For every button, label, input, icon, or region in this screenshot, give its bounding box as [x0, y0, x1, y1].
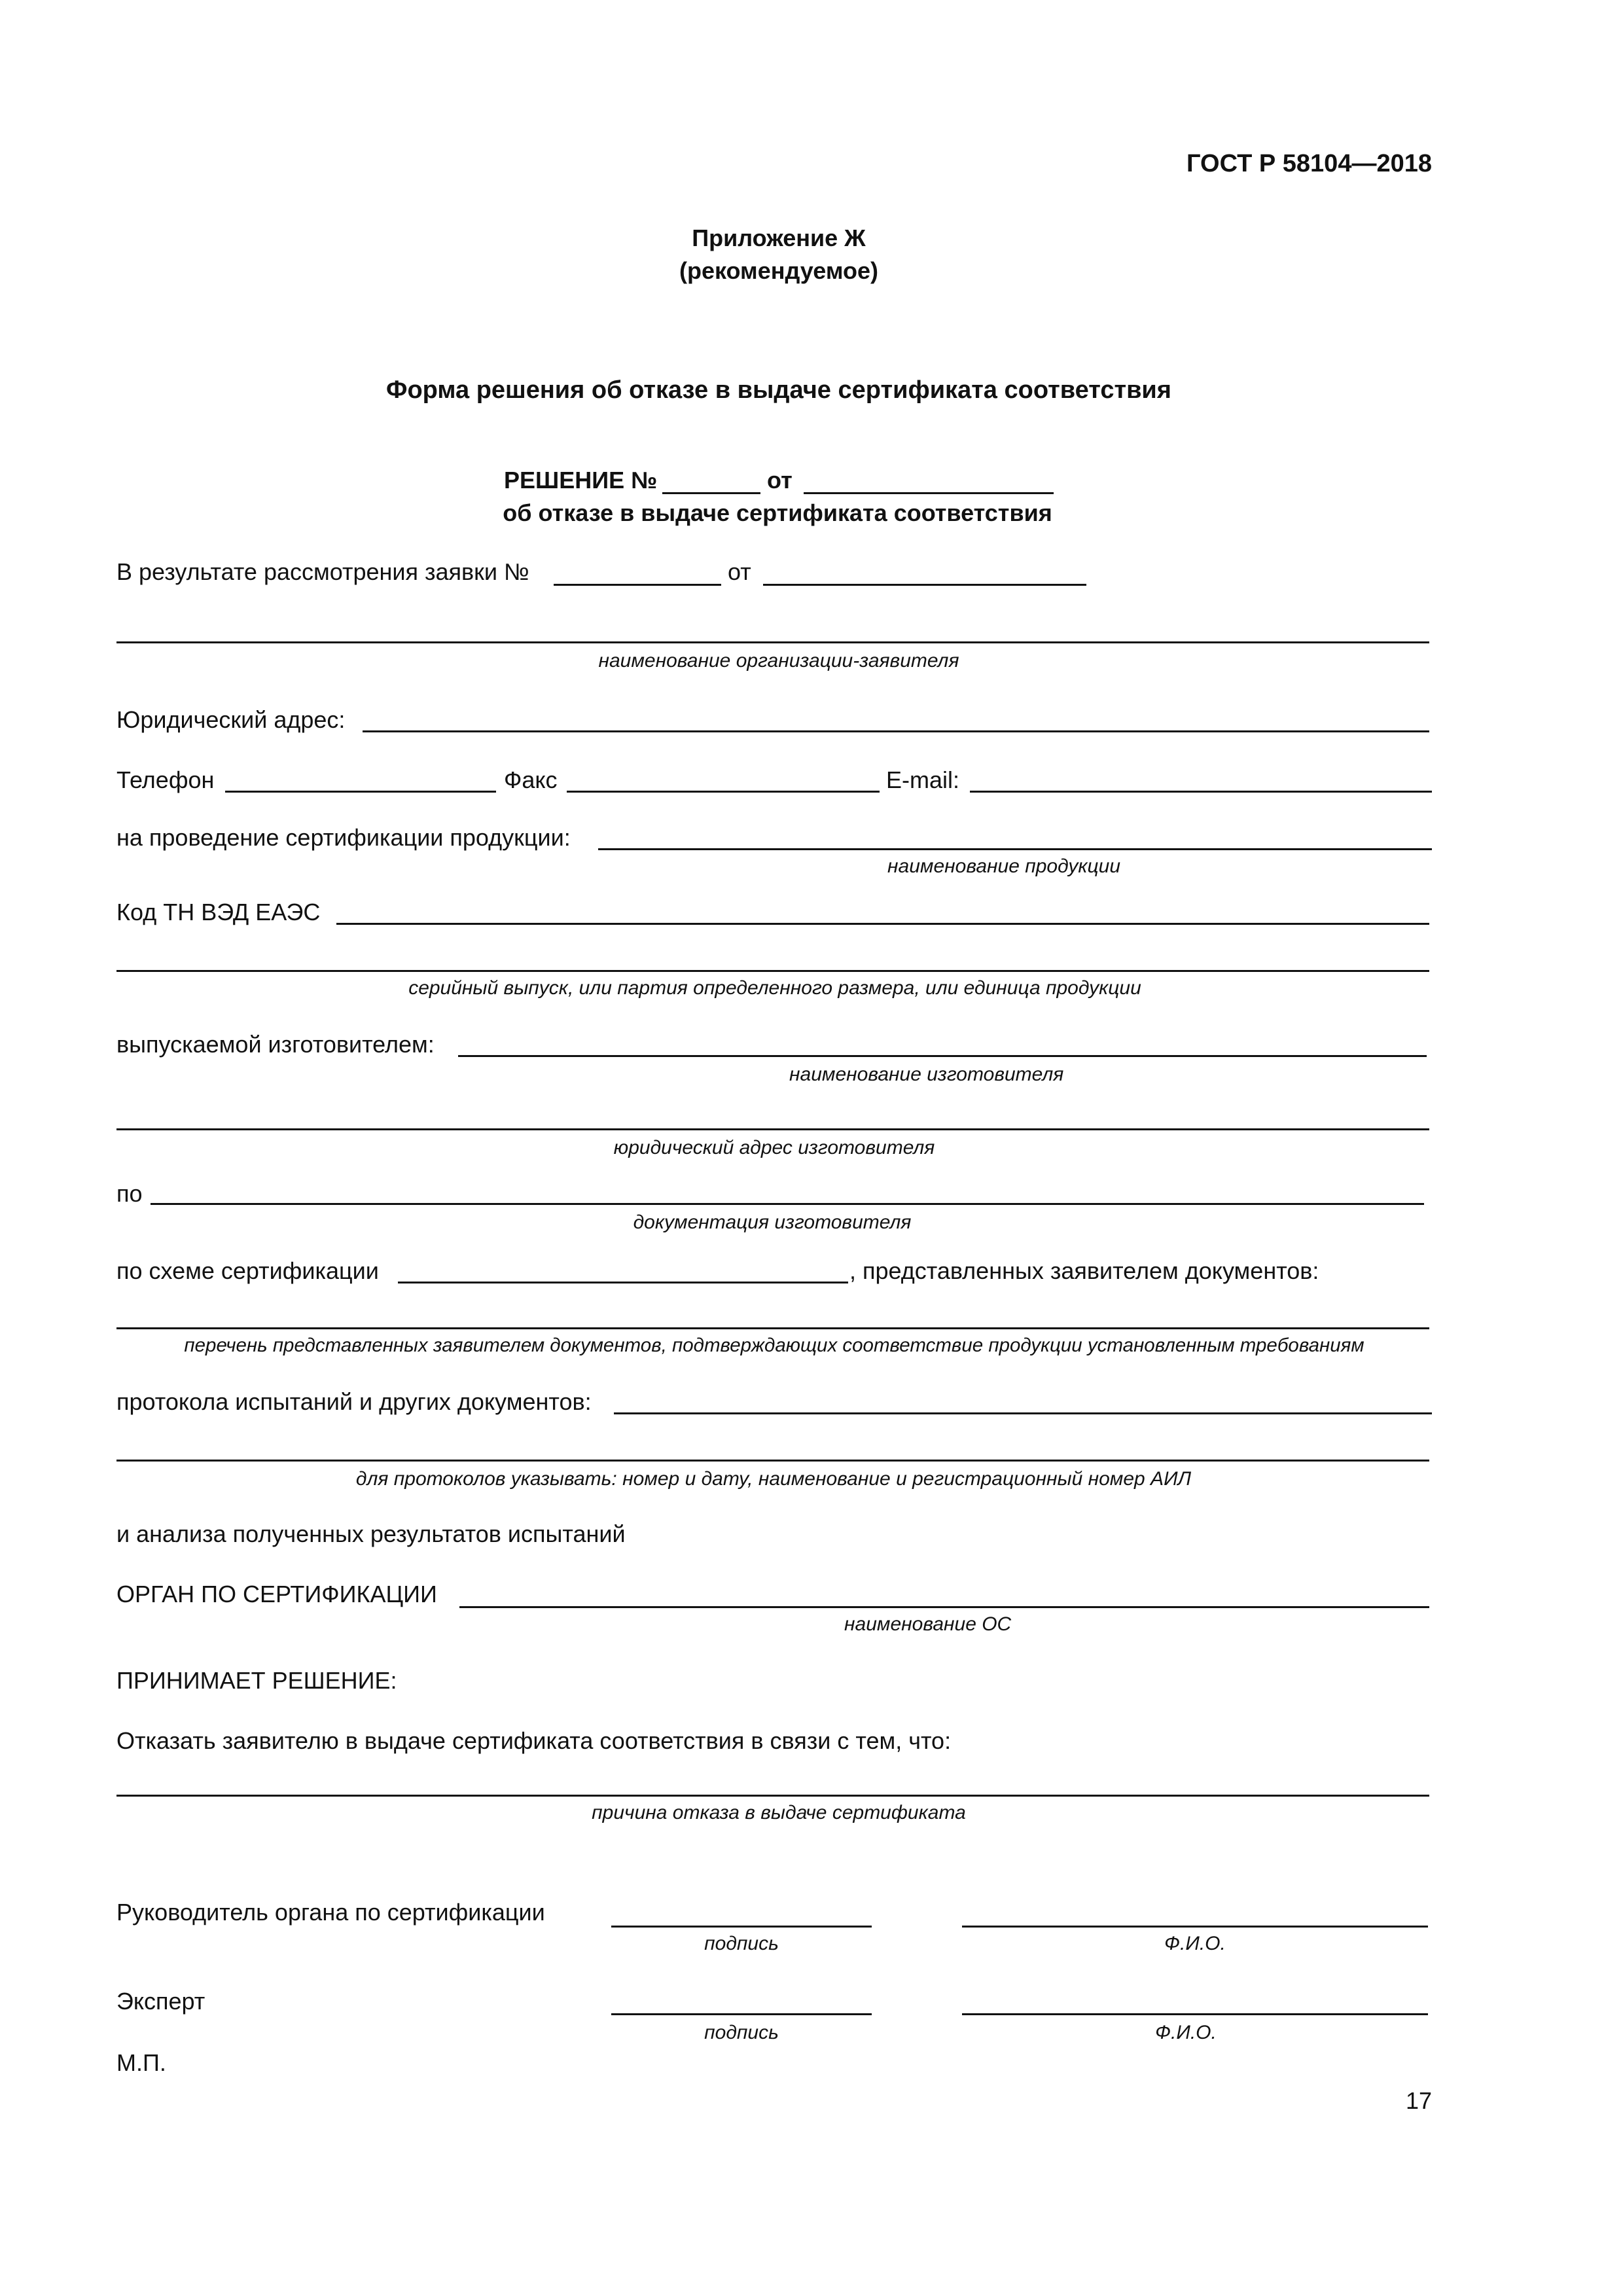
certification-body-label: ОРГАН ПО СЕРТИФИКАЦИИ [116, 1581, 437, 1607]
decision-heading-from: от [767, 467, 793, 493]
legal-address-label: Юридический адрес: [116, 706, 346, 733]
form-title: Форма решения об отказе в выдаче сертификата соответствия [386, 376, 1171, 404]
caption-batch: серийный выпуск, или партия определенного размера, или единица продукции [408, 977, 1141, 999]
expert-label: Эксперт [116, 1988, 205, 2015]
tn-ved-code-label: Код ТН ВЭД ЕАЭС [116, 899, 321, 925]
fax-field[interactable] [567, 791, 880, 793]
appendix-title: Приложение Ж [692, 224, 866, 251]
head-signature-field[interactable] [611, 1926, 872, 1928]
batch-field[interactable] [116, 970, 1429, 972]
application-number-field[interactable] [554, 584, 721, 586]
caption-protocols: для протоколов указывать: номер и дату, наименование и регистрационный номер АИЛ [355, 1468, 1192, 1490]
decision-date-field[interactable] [804, 492, 1054, 494]
applicant-name-field[interactable] [116, 641, 1429, 643]
decision-number-field[interactable] [662, 492, 760, 494]
expert-signature-caption: подпись [704, 2022, 779, 2043]
seal-label: М.П. [116, 2049, 166, 2076]
phone-label: Телефон [116, 766, 215, 793]
expert-name-field[interactable] [962, 2013, 1428, 2015]
head-name-field[interactable] [962, 1926, 1428, 1928]
email-field[interactable] [970, 791, 1432, 793]
fax-label: Факс [504, 766, 558, 793]
caption-documents: перечень представленных заявителем документов, подтверждающих соответствие продукции установленным требованиям [184, 1335, 1364, 1356]
scheme-prefix-label: по схеме сертификации [116, 1257, 379, 1284]
standard-code: ГОСТ Р 58104—2018 [1186, 150, 1432, 177]
manufacturer-address-field[interactable] [116, 1128, 1429, 1130]
documentation-field[interactable] [151, 1203, 1424, 1205]
decision-heading-prefix: РЕШЕНИЕ № [504, 467, 658, 493]
test-protocols-field[interactable] [614, 1412, 1432, 1414]
expert-name-caption: Ф.И.О. [1155, 2022, 1217, 2043]
caption-product: наименование продукции [887, 855, 1121, 877]
protocols-details-field[interactable] [116, 1460, 1429, 1462]
tn-ved-code-field[interactable] [336, 923, 1429, 925]
product-name-field[interactable] [598, 848, 1432, 850]
certification-body-field[interactable] [459, 1606, 1429, 1608]
refusal-reason-field[interactable] [116, 1795, 1429, 1797]
email-label: E-mail: [886, 766, 960, 793]
refuse-label: Отказать заявителю в выдаче сертификата соответствия в связи с тем, что: [116, 1727, 952, 1754]
decides-label: ПРИНИМАЕТ РЕШЕНИЕ: [116, 1667, 397, 1694]
manufacturer-name-field[interactable] [458, 1055, 1427, 1057]
manufacturer-label: выпускаемой изготовителем: [116, 1031, 435, 1058]
expert-signature-field[interactable] [611, 2013, 872, 2015]
caption-reason: причина отказа в выдаче сертификата [592, 1802, 966, 1823]
application-prefix-label: В результате рассмотрения заявки № [116, 558, 529, 585]
head-signature-caption: подпись [704, 1933, 779, 1954]
documents-field[interactable] [116, 1327, 1429, 1329]
application-from-label: от [728, 558, 751, 585]
caption-manufacturer: наименование изготовителя [789, 1064, 1064, 1085]
caption-documentation: документация изготовителя [633, 1211, 912, 1233]
page-number: 17 [1405, 2087, 1432, 2114]
legal-address-field[interactable] [363, 730, 1429, 732]
application-date-field[interactable] [763, 584, 1086, 586]
test-protocols-label: протокола испытаний и других документов: [116, 1388, 592, 1415]
phone-field[interactable] [225, 791, 496, 793]
caption-applicant: наименование организации-заявителя [598, 650, 959, 672]
caption-body: наименование ОС [844, 1613, 1012, 1635]
scheme-field[interactable] [398, 1282, 848, 1283]
by-label: по [116, 1180, 143, 1207]
head-signature-label: Руководитель органа по сертификации [116, 1899, 545, 1926]
decision-subheading: об отказе в выдаче сертификата соответствия [503, 499, 1052, 526]
caption-manufacturer-address: юридический адрес изготовителя [613, 1137, 935, 1158]
analysis-label: и анализа полученных результатов испытаний [116, 1520, 626, 1547]
scheme-suffix-label: , представленных заявителем документов: [849, 1257, 1319, 1284]
appendix-status: (рекомендуемое) [679, 257, 878, 284]
certification-of-label: на проведение сертификации продукции: [116, 824, 571, 851]
head-name-caption: Ф.И.О. [1164, 1933, 1226, 1954]
